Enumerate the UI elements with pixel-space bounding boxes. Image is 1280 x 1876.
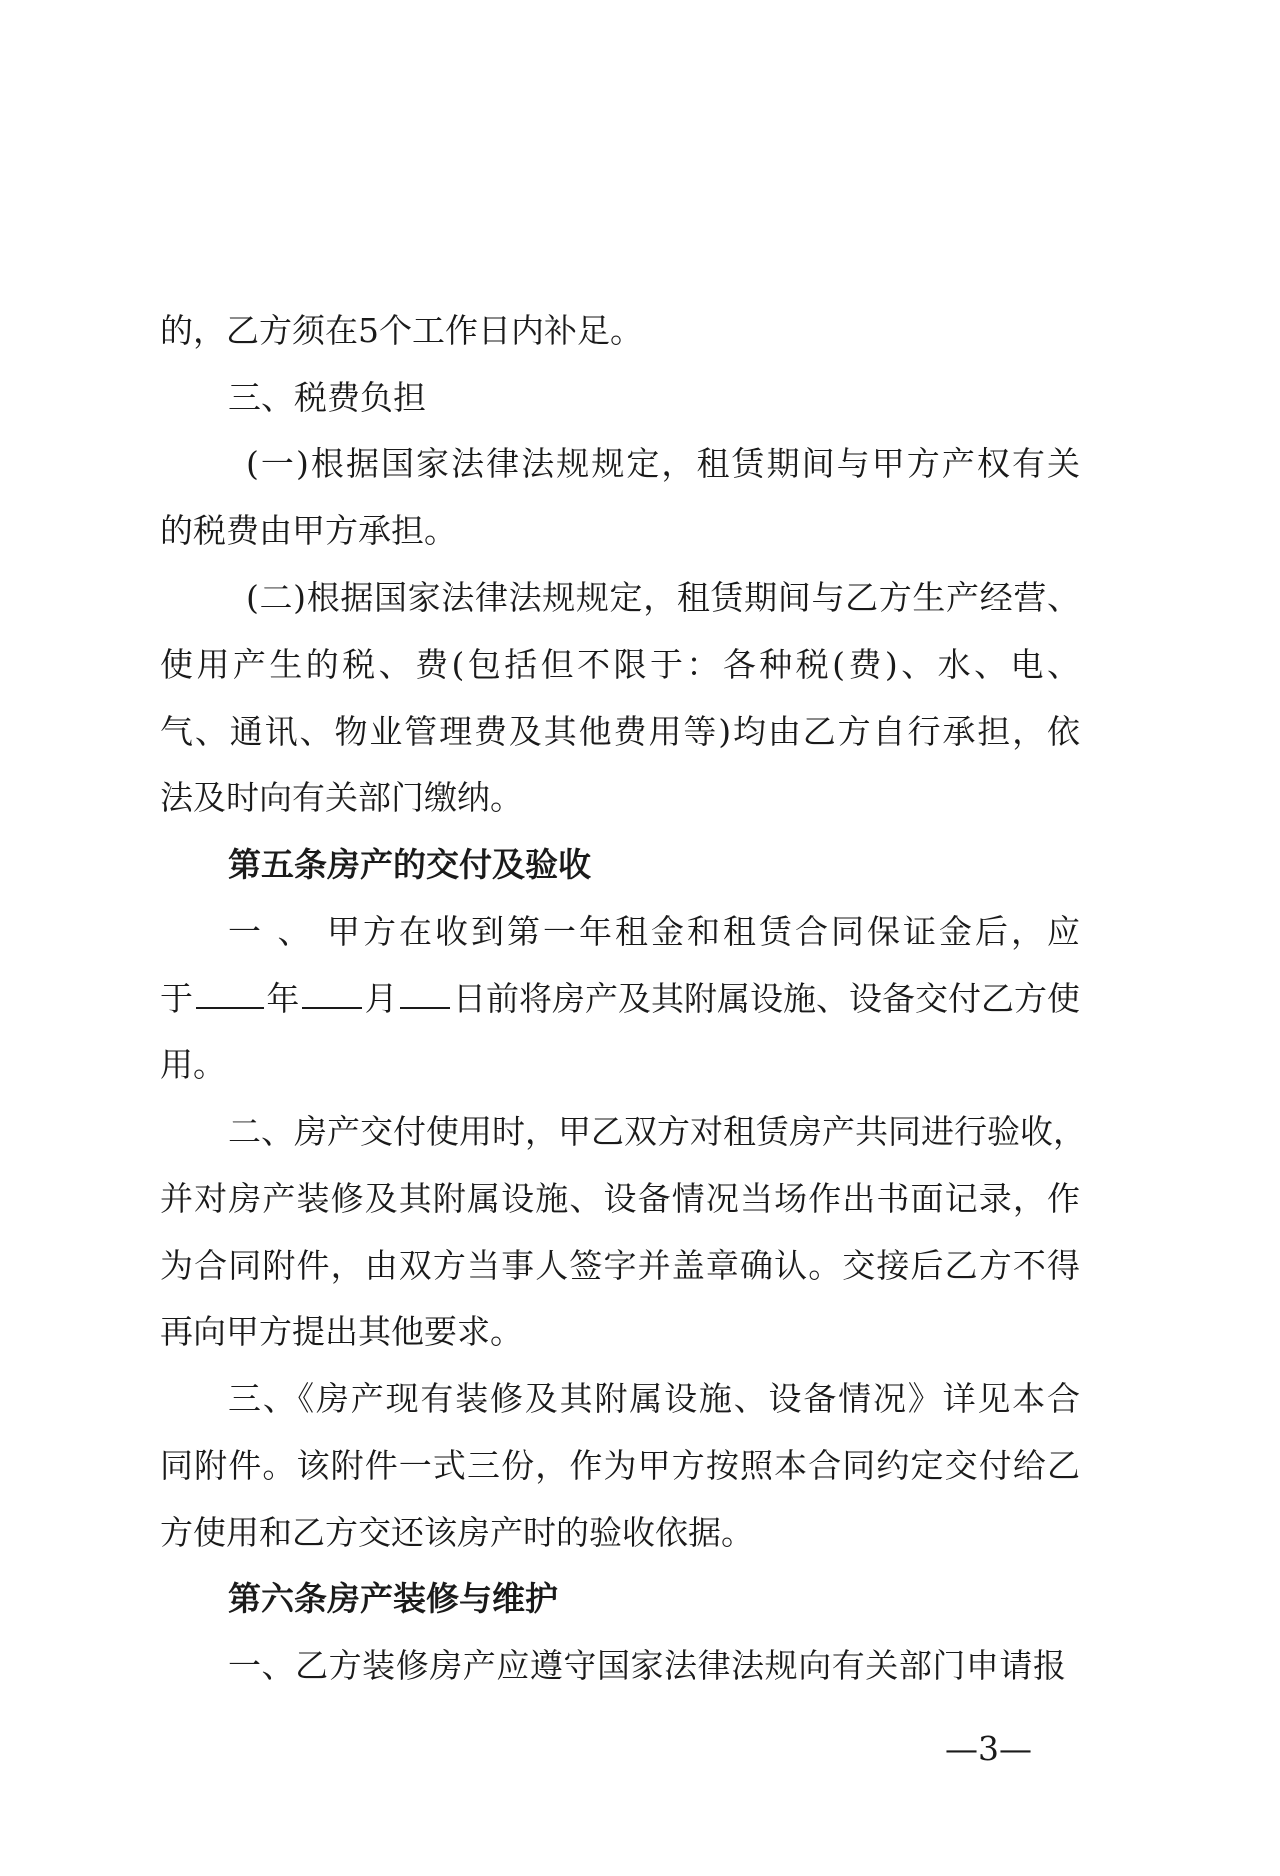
body-text-line: 一 、 甲方在收到第一年租金和租赁合同保证金后，应 — [228, 912, 1080, 951]
body-text-line: 气、通讯、物业管理费及其他费用等)均由乙方自行承担，依 — [160, 712, 1080, 751]
body-text-line: 并对房产装修及其附属设施、设备情况当场作出书面记录，作 — [160, 1179, 1080, 1218]
body-text-line: 一、乙方装修房产应遵守国家法律法规向有关部门申请报 — [228, 1646, 1066, 1685]
body-text-line: (一)根据国家法律法规规定，租赁期间与甲方产权有关 — [246, 444, 1080, 483]
day-blank — [400, 977, 450, 1009]
body-text-line: 同附件。该附件一式三份，作为甲方按照本合同约定交付给乙 — [160, 1446, 1080, 1485]
body-text-line: 用。 — [160, 1045, 226, 1084]
date-line — [160, 977, 1080, 1021]
body-text-line: 法及时向有关部门缴纳。 — [160, 778, 523, 817]
body-text-line: 三、《房产现有装修及其附属设施、设备情况》详见本合 — [228, 1379, 1080, 1418]
article-heading: 第五条房产的交付及验收 — [228, 845, 591, 884]
section-heading: 三、税费负担 — [228, 378, 426, 417]
body-text-line: 的，乙方须在5个工作日内补足。 — [160, 311, 643, 350]
body-text-line: 再向甲方提出其他要求。 — [160, 1312, 523, 1351]
body-text-line: 方使用和乙方交还该房产时的验收依据。 — [160, 1513, 754, 1552]
year-blank — [196, 977, 264, 1009]
date-suffix: 日前将房产及其附属设施、设备交付乙方使 — [452, 979, 1080, 1018]
year-label: 年 — [266, 979, 300, 1018]
month-label: 月 — [364, 979, 398, 1018]
body-text-line: 使用产生的税、费(包括但不限于：各种税(费)、水、电、 — [160, 645, 1080, 684]
body-text-line: 二、房产交付使用时，甲乙双方对租赁房产共同进行验收， — [228, 1112, 1086, 1151]
month-blank — [302, 977, 362, 1009]
page-number: —3— — [945, 1729, 1032, 1768]
body-text-line: 为合同附件，由双方当事人签字并盖章确认。交接后乙方不得 — [160, 1246, 1080, 1285]
body-text-line: 的税费由甲方承担。 — [160, 511, 457, 550]
body-text-line: (二)根据国家法律法规规定，租赁期间与乙方生产经营、 — [246, 578, 1080, 617]
article-heading: 第六条房产装修与维护 — [228, 1579, 558, 1618]
date-prefix: 于 — [160, 979, 193, 1018]
